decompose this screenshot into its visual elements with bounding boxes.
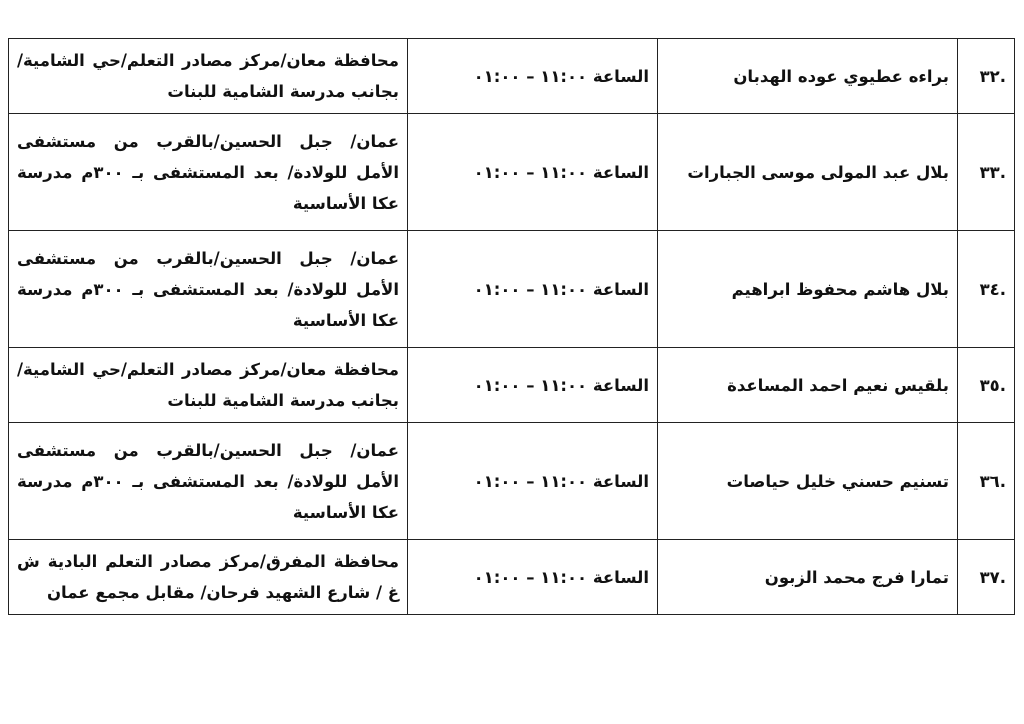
time-slot: الساعة ١١:٠٠ – ٠١:٠٠ (408, 540, 658, 615)
schedule-sheet (8, 38, 1015, 615)
location: عمان/ جبل الحسين/بالقرب من مستشفى الأمل للولادة/ بعد المستشفى بـ ٣٠٠م مدرسة عكا الأساسية (9, 114, 408, 231)
time-slot: الساعة ١١:٠٠ – ٠١:٠٠ (408, 39, 658, 114)
row-number: .٣٣ (958, 114, 1015, 231)
person-name: براءه عطيوي عوده الهدبان (658, 39, 958, 114)
table-row (9, 39, 1015, 114)
location: محافظة معان/مركز مصادر التعلم/حي الشامية/ بجانب مدرسة الشامية للبنات (9, 348, 408, 423)
row-number: .٣٥ (958, 348, 1015, 423)
time-slot: الساعة ١١:٠٠ – ٠١:٠٠ (408, 423, 658, 540)
person-name: تسنيم حسني خليل حياصات (658, 423, 958, 540)
row-number: .٣٢ (958, 39, 1015, 114)
table-row (9, 348, 1015, 423)
table-row (9, 114, 1015, 231)
row-number: .٣٧ (958, 540, 1015, 615)
location: محافظة المفرق/مركز مصادر التعلم البادية ش غ / شارع الشهيد فرحان/ مقابل مجمع عمان (9, 540, 408, 615)
table-row (9, 540, 1015, 615)
person-name: بلال هاشم محفوظ ابراهيم (658, 231, 958, 348)
time-slot: الساعة ١١:٠٠ – ٠١:٠٠ (408, 114, 658, 231)
time-slot: الساعة ١١:٠٠ – ٠١:٠٠ (408, 231, 658, 348)
row-number: .٣٦ (958, 423, 1015, 540)
location: محافظة معان/مركز مصادر التعلم/حي الشامية/ بجانب مدرسة الشامية للبنات (9, 39, 408, 114)
table-row (9, 231, 1015, 348)
schedule-table (8, 38, 1015, 615)
table-row (9, 423, 1015, 540)
location: عمان/ جبل الحسين/بالقرب من مستشفى الأمل للولادة/ بعد المستشفى بـ ٣٠٠م مدرسة عكا الأساسية (9, 423, 408, 540)
person-name: بلقيس نعيم احمد المساعدة (658, 348, 958, 423)
person-name: تمارا فرج محمد الزبون (658, 540, 958, 615)
row-number: .٣٤ (958, 231, 1015, 348)
location: عمان/ جبل الحسين/بالقرب من مستشفى الأمل للولادة/ بعد المستشفى بـ ٣٠٠م مدرسة عكا الأساسية (9, 231, 408, 348)
time-slot: الساعة ١١:٠٠ – ٠١:٠٠ (408, 348, 658, 423)
person-name: بلال عبد المولى موسى الجبارات (658, 114, 958, 231)
